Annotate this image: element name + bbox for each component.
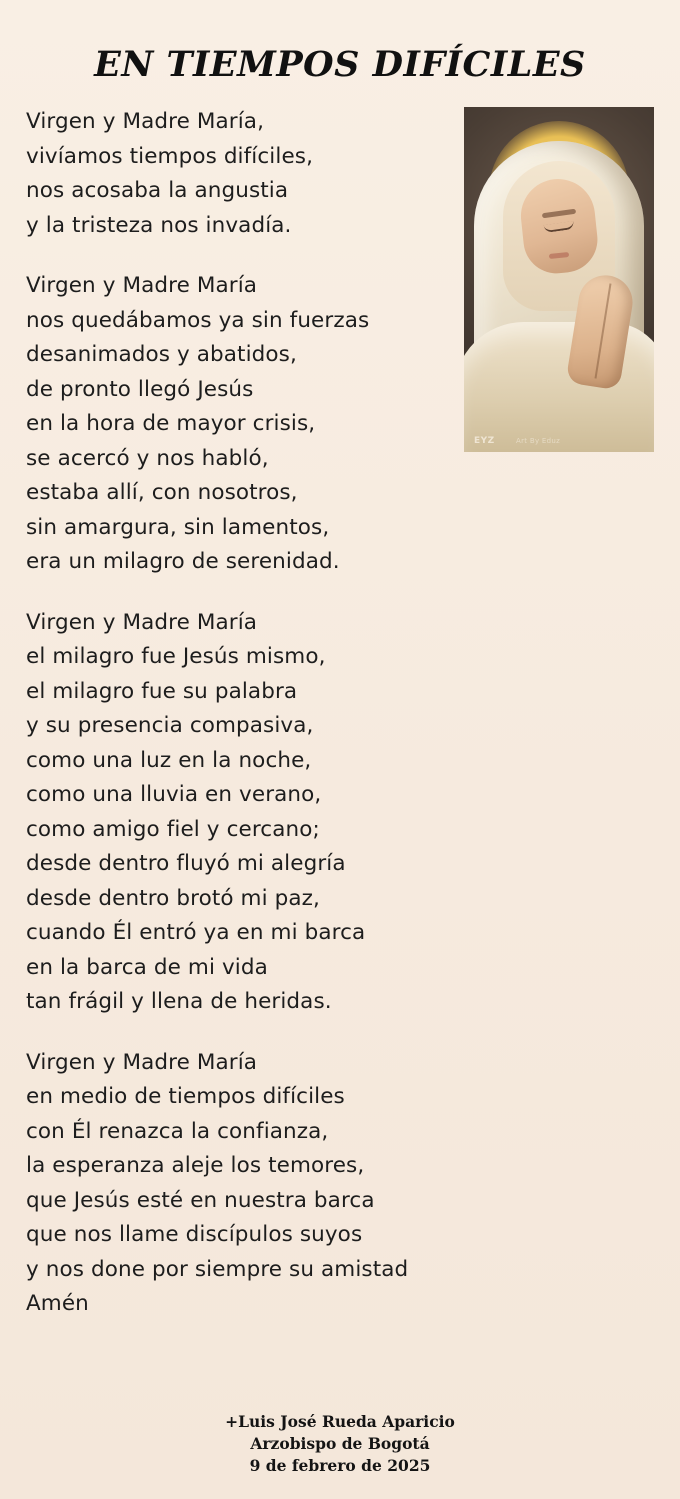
watermark-label: EYZ — [474, 436, 495, 446]
poem-line: el milagro fue su palabra — [26, 678, 298, 704]
page-title: EN TIEMPOS DIFÍCILES — [94, 44, 586, 85]
poem-line: vivíamos tiempos difíciles, — [26, 143, 314, 169]
poem-line: Virgen y Madre María — [26, 273, 258, 298]
signature-block — [0, 1411, 680, 1477]
poem-line: desde dentro brotó mi paz, — [26, 885, 320, 911]
poem-line: Virgen y Madre María, — [26, 109, 265, 134]
poem-line: de pronto llegó Jesús — [26, 376, 254, 402]
poem-line: y la tristeza nos invadía. — [26, 212, 292, 238]
poem-line: en la hora de mayor crisis, — [26, 411, 316, 436]
signature-date: 9 de febrero de 2025 — [249, 1456, 431, 1475]
watermark-secondary-label: Art By Eduz — [516, 437, 561, 445]
poem-body — [0, 105, 680, 1322]
poem-line: desanimados y abatidos, — [26, 342, 297, 367]
poem-line: que Jesús esté en nuestra barca — [26, 1187, 375, 1213]
poem-line: Virgen y Madre María — [26, 609, 258, 635]
poem-line: con Él renazca la confianza, — [26, 1118, 329, 1144]
poem-line: en medio de tiempos difíciles — [26, 1084, 345, 1109]
poem-line: Amén — [26, 1291, 89, 1316]
poem-line: sin amargura, sin lamentos, — [26, 514, 330, 540]
poem-line: en la barca de mi vida — [26, 954, 268, 980]
poem-line: era un milagro de serenidad. — [26, 549, 340, 574]
signature-role: Arzobispo de Bogotá — [250, 1434, 430, 1453]
poem-line: se acercó y nos habló, — [26, 445, 269, 471]
virgin-mary-praying-icon — [464, 107, 654, 452]
poem-line: como una luz en la noche, — [26, 747, 312, 773]
poem-line: desde dentro fluyó mi alegría — [26, 851, 346, 876]
poem-line: como amigo fiel y cercano; — [26, 816, 320, 842]
poem-line: y su presencia compasiva, — [26, 713, 314, 738]
poem-line: y nos done por siempre su amistad — [26, 1256, 409, 1282]
poem-line: la esperanza aleje los temores, — [26, 1153, 365, 1178]
poem-line: tan frágil y llena de heridas. — [26, 989, 332, 1014]
poem-stanza — [26, 606, 654, 1020]
poem-line: nos acosaba la angustia — [26, 178, 289, 203]
poem-line: como una lluvia en verano, — [26, 782, 322, 807]
signature-author: +Luis José Rueda Aparicio — [225, 1412, 455, 1431]
poem-line: estaba allí, con nosotros, — [26, 480, 298, 505]
poem-line: que nos llame discípulos suyos — [26, 1222, 363, 1247]
poem-line: Virgen y Madre María — [26, 1049, 258, 1075]
poem-stanza — [26, 1046, 654, 1322]
poem-line: el milagro fue Jesús mismo, — [26, 644, 326, 669]
poem-line: nos quedábamos ya sin fuerzas — [26, 307, 370, 333]
poem-line: cuando Él entró ya en mi barca — [26, 920, 366, 945]
